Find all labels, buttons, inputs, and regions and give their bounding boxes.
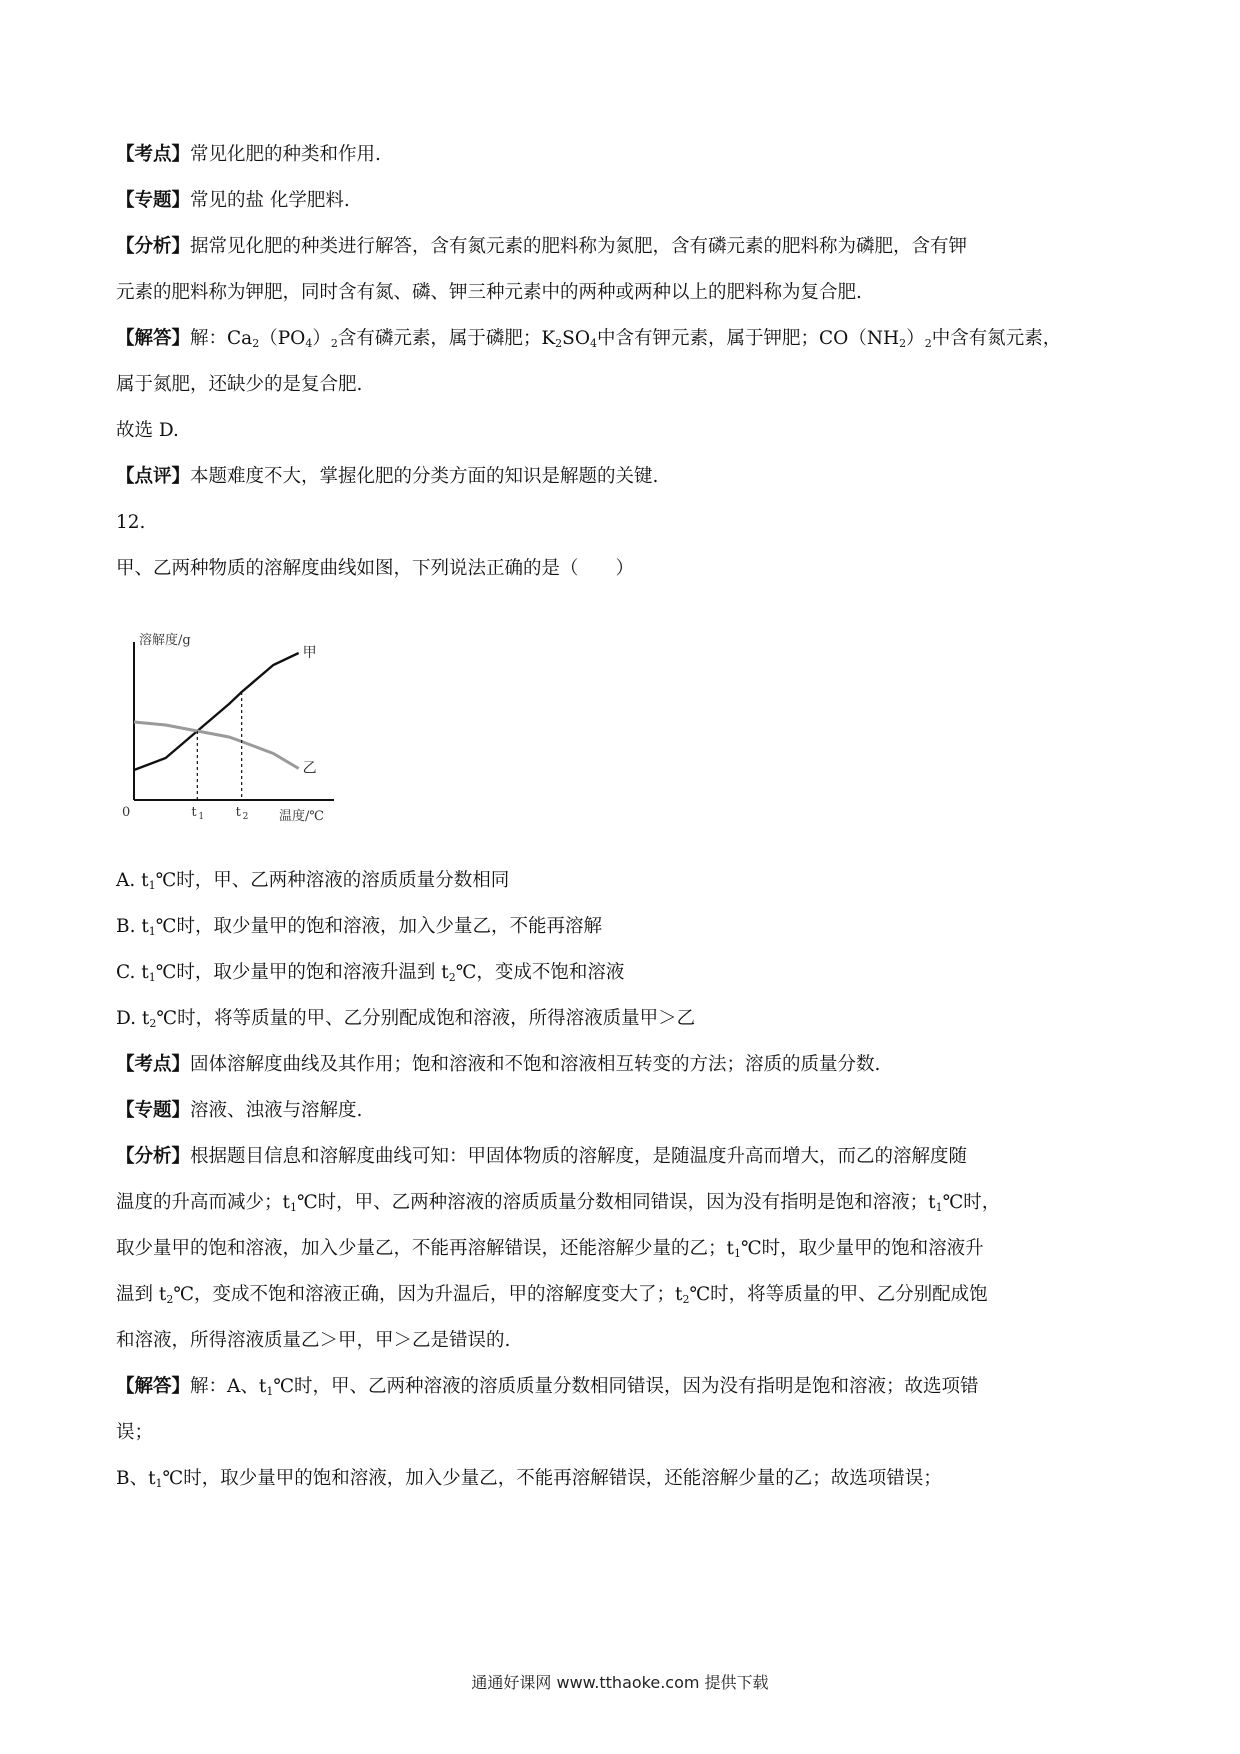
text: A. t [116, 870, 149, 891]
text: ℃时，取少量甲的饱和溶液，加入少量乙，不能再溶解 [155, 916, 602, 937]
text: B、t [116, 1468, 156, 1489]
section-text: 元素的肥料称为钾肥，同时含有氮、磷、钾三种元素中的两种或两种以上的肥料称为复合肥. [116, 282, 862, 303]
section-tag: 【点评】 [116, 466, 191, 487]
jieda-line-2 [116, 370, 362, 400]
chart-layer [122, 632, 334, 824]
subscript: 1 [266, 1385, 274, 1398]
subscript: 1 [148, 925, 156, 938]
text: ℃时，取少量甲的饱和溶液，加入少量乙，不能再溶解错误，还能溶解少量的乙；故选项错误； [162, 1468, 942, 1489]
section-text: 固体溶解度曲线及其作用；饱和溶液和不饱和溶液相互转变的方法；溶质的质量分数. [190, 1054, 881, 1075]
option-b [116, 912, 602, 947]
subscript: 4 [590, 337, 598, 350]
text: ℃时，取少量甲的饱和溶液升温到 t [155, 962, 449, 983]
section-text: 溶液、浊液与溶解度. [190, 1100, 363, 1121]
series-label-jia: 甲 [302, 645, 317, 661]
zhuanti-line-2 [116, 1096, 362, 1126]
subscript: 1 [148, 971, 156, 984]
text: 12. [116, 512, 146, 533]
subscript: 1 [733, 1247, 741, 1260]
kaodian-line [116, 140, 381, 170]
subscript: 2 [899, 337, 907, 350]
section-tag: 【专题】 [116, 190, 191, 211]
document-page [116, 0, 1126, 1754]
subscript: 2 [555, 337, 563, 350]
subscript: 1 [935, 1201, 943, 1214]
text: 解：A、t [190, 1376, 267, 1397]
subscript: 2 [166, 1293, 174, 1306]
text: 中含有氮元素， [931, 328, 1062, 349]
solubility-chart [116, 632, 336, 832]
x-tick-sub-1: 1 [198, 812, 205, 822]
text: ℃时，取少量甲的饱和溶液升 [740, 1238, 984, 1259]
text: 故选 D. [116, 420, 179, 441]
page-footer: 通通好课网 www.tthaoke.com 提供下载 [471, 1673, 769, 1692]
text: 根据题目信息和溶解度曲线可知：甲固体物质的溶解度，是随温度升高而增大，而乙的溶解度随 [190, 1146, 968, 1167]
zhuanti-line [116, 186, 350, 216]
option-a [116, 866, 509, 901]
subscript: 2 [252, 337, 260, 350]
text: 含有磷元素，属于磷肥；K [337, 328, 556, 349]
text: ） [312, 328, 331, 349]
section-tag: 【解答】 [116, 328, 191, 349]
text: 误； [116, 1422, 154, 1443]
dianping-line [116, 462, 658, 492]
kaodian-line-2 [116, 1050, 880, 1080]
fenxi-line-1 [116, 232, 967, 262]
fenxi2-line-1 [116, 1142, 967, 1172]
text: D. t [116, 1008, 150, 1029]
subscript: 2 [448, 971, 456, 984]
series-label-yi: 乙 [302, 760, 317, 777]
text: 中含有钾元素，属于钾肥；CO（NH [597, 328, 900, 349]
text: 甲、乙两种物质的溶解度曲线如图，下列说法正确的是（ ） [116, 558, 635, 579]
text: ℃时，甲、乙两种溶液的溶质质量分数相同错误，因为没有指明是饱和溶液；故选项错 [273, 1376, 979, 1397]
answer-line [116, 416, 179, 446]
fenxi-line-2 [116, 278, 862, 308]
subscript: 2 [330, 337, 338, 350]
fenxi2-line-3 [116, 1234, 984, 1269]
jieda2-line-1 [116, 1372, 979, 1407]
text: ） [906, 328, 925, 349]
fenxi2-line-5 [116, 1326, 510, 1356]
section-tag: 【分析】 [116, 1146, 191, 1167]
jieda2-line-3 [116, 1464, 942, 1499]
text: ℃，变成不饱和溶液 [455, 962, 625, 983]
text: （PO [259, 328, 306, 349]
text: 属于氮肥，还缺少的是复合肥. [116, 374, 363, 395]
text: ℃时，将等质量的甲、乙分别配成饱 [689, 1284, 988, 1305]
text: ℃时， [942, 1192, 1001, 1213]
fenxi2-line-2 [116, 1188, 1000, 1223]
section-tag: 【解答】 [116, 1376, 191, 1397]
text: ℃时，将等质量的甲、乙分别配成饱和溶液，所得溶液质量甲＞乙 [156, 1008, 696, 1029]
section-text: 常见化肥的种类和作用. [190, 144, 381, 165]
question-stem [116, 554, 634, 584]
section-tag: 【考点】 [116, 1054, 191, 1075]
question-number [116, 508, 145, 538]
text: 温到 t [116, 1284, 167, 1305]
section-tag: 【分析】 [116, 236, 191, 257]
section-tag: 【考点】 [116, 144, 191, 165]
origin-label: 0 [122, 805, 131, 820]
y-axis-label: 溶解度/g [139, 633, 191, 648]
subscript: 4 [305, 337, 313, 350]
text: 温度的升高而减少；t [116, 1192, 290, 1213]
text: B. t [116, 916, 149, 937]
text: C. t [116, 962, 149, 983]
jieda-line-1 [116, 324, 1061, 359]
text: 解：Ca [190, 328, 253, 349]
option-c [116, 958, 624, 993]
subscript: 2 [924, 337, 932, 350]
section-text: 常见的盐 化学肥料. [190, 190, 350, 211]
section-text: 本题难度不大，掌握化肥的分类方面的知识是解题的关键. [190, 466, 659, 487]
jieda2-line-2 [116, 1418, 153, 1448]
section-tag: 【专题】 [116, 1100, 191, 1121]
x-tick-label-2: t [235, 805, 241, 820]
x-tick-sub-2: 2 [242, 812, 249, 822]
subscript: 1 [155, 1477, 163, 1490]
x-tick-label-1: t [191, 805, 197, 820]
text: 取少量甲的饱和溶液，加入少量乙，不能再溶解错误，还能溶解少量的乙；t [116, 1238, 734, 1259]
text: ℃，变成不饱和溶液正确，因为升温后，甲的溶解度变大了；t [173, 1284, 683, 1305]
fenxi2-line-4 [116, 1280, 988, 1315]
text: 和溶液，所得溶液质量乙＞甲，甲＞乙是错误的. [116, 1330, 511, 1351]
text: ℃时，甲、乙两种溶液的溶质质量分数相同错误，因为没有指明是饱和溶液；t [296, 1192, 936, 1213]
text: SO [562, 328, 591, 349]
subscript: 1 [148, 879, 156, 892]
option-d [116, 1004, 695, 1039]
x-axis-label: 温度/℃ [279, 809, 324, 824]
text: ℃时，甲、乙两种溶液的溶质质量分数相同 [155, 870, 510, 891]
subscript: 2 [149, 1017, 157, 1030]
subscript: 1 [289, 1201, 297, 1214]
subscript: 2 [682, 1293, 690, 1306]
section-text: 据常见化肥的种类进行解答，含有氮元素的肥料称为氮肥，含有磷元素的肥料称为磷肥，含有钾 [190, 236, 968, 257]
